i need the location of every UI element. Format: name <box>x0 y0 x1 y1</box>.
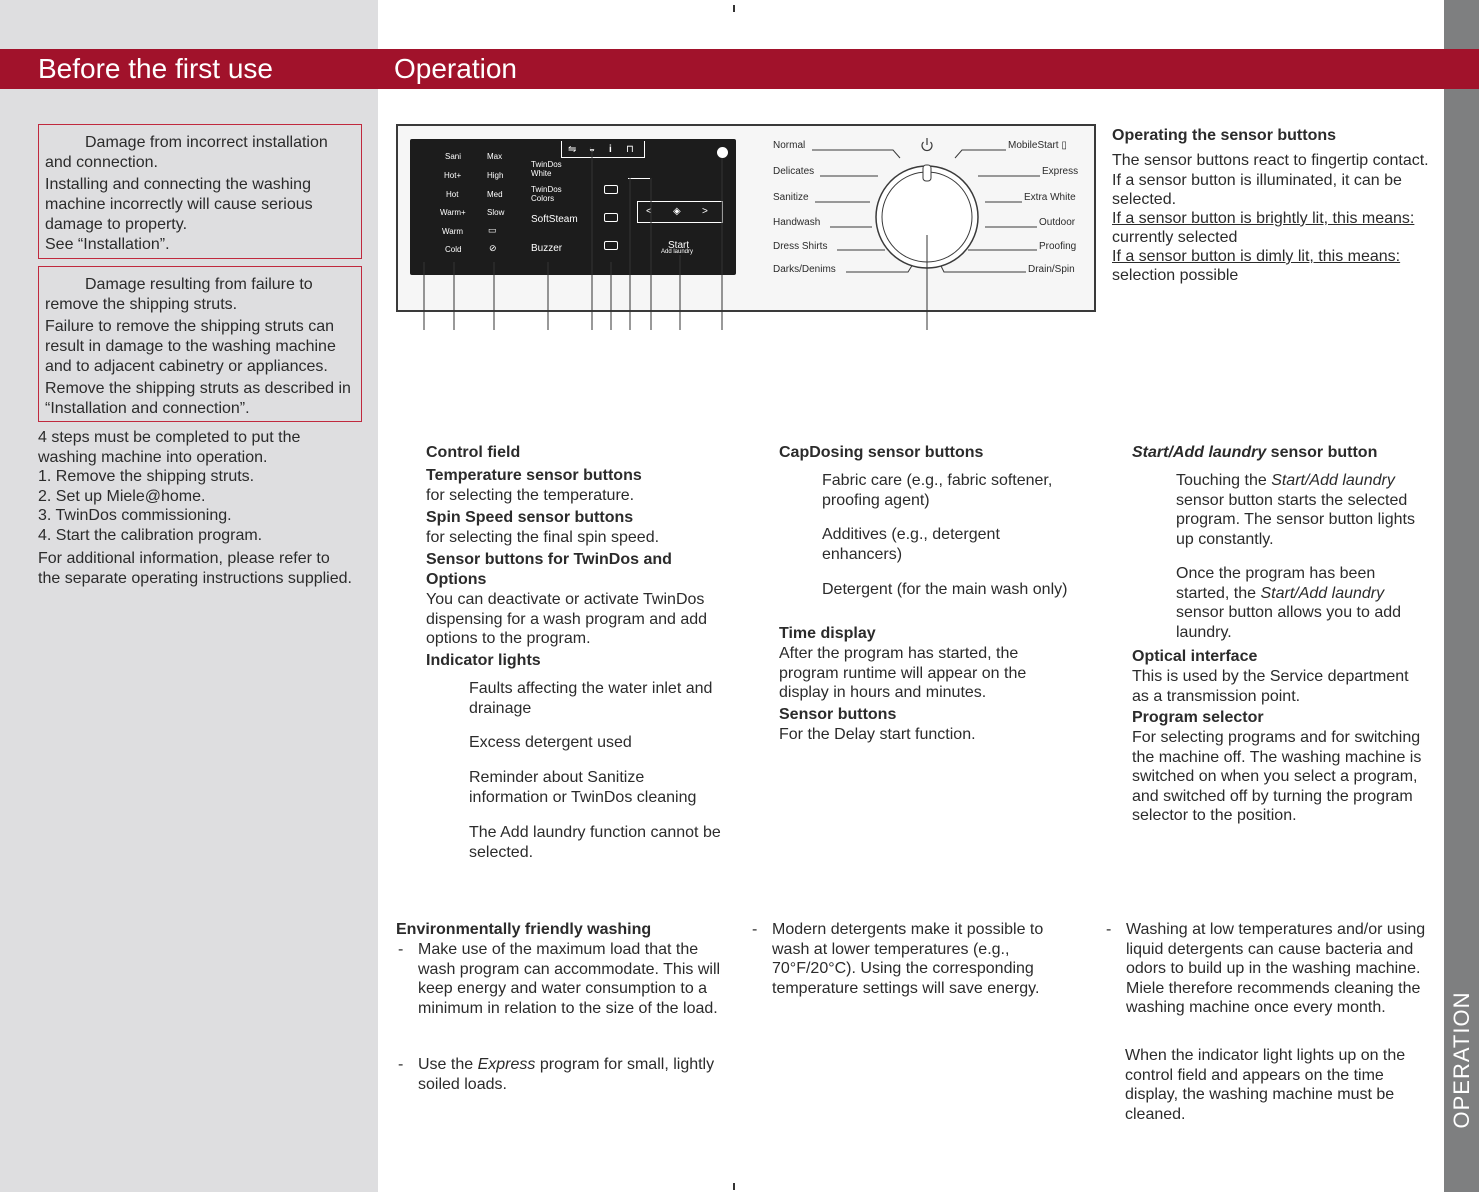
program-outdoor[interactable]: Outdoor <box>1039 217 1076 228</box>
indicator-lights-heading: Indicator lights <box>426 652 541 669</box>
buzzer-button[interactable]: Buzzer <box>531 243 563 254</box>
step-item: 2. Set up Miele@home. <box>38 487 206 505</box>
spin-high[interactable]: High <box>487 171 504 180</box>
dial-pointer <box>923 165 931 181</box>
start-button-heading: Start/Add laundry sensor button <box>1132 444 1378 461</box>
warning-see: See “Installation”. <box>45 236 170 253</box>
temp-warm-plus[interactable]: Warm+ <box>440 208 466 217</box>
control-field-heading: Control field <box>426 444 521 461</box>
env-bullet: - Use the Express program for small, lightly soiled loads. <box>398 1056 715 1093</box>
add-laundry-desc: Once the program has been started, the Start/Add laundry sensor button allows you to add laundry. <box>1176 565 1402 641</box>
env-bullet: - Modern detergents make it possible to wash at lower temperatures (e.g., 70°F/20°C). Using the corresponding temperature settings will save energy. <box>752 921 1044 997</box>
program-dress-shirts[interactable]: Dress Shirts <box>773 241 828 252</box>
options-body: You can deactivate or activate TwinDos dispensing for a wash program and add options to the program. <box>426 591 708 647</box>
optical-interface-heading: Optical interface <box>1132 648 1258 665</box>
phone-icon: ▯ <box>1061 140 1067 151</box>
twindos-white-button[interactable]: TwinDos White <box>531 160 562 178</box>
warning-body: Remove the shipping struts as described in “Installation and connection”. <box>45 380 351 417</box>
sensor-dim-label: If a sensor button is dimly lit, this means: <box>1112 248 1401 265</box>
program-express[interactable]: Express <box>1042 166 1079 177</box>
sensor-bright-value: currently selected <box>1112 229 1238 246</box>
time-display-body: After the program has started, the program runtime will appear on the display in hours and minutes. <box>779 645 1027 701</box>
warning-heading: Damage resulting from failure to remove the shipping struts. <box>45 276 313 313</box>
side-tab[interactable] <box>1444 960 1479 1160</box>
temp-sani[interactable]: Sani <box>445 152 462 161</box>
temp-hot-plus[interactable]: Hot+ <box>444 171 462 180</box>
delay-next-button[interactable]: > <box>702 206 708 217</box>
rinse-hold-icon[interactable]: ▭ <box>488 225 497 235</box>
temp-cold[interactable]: Cold <box>445 245 462 254</box>
capdosing-heading: CapDosing sensor buttons <box>779 444 984 461</box>
left-footer: For additional information, please refer to the separate operating instructions supplied. <box>38 550 352 587</box>
power-off-icon <box>922 138 932 151</box>
program-sanitize[interactable]: Sanitize <box>773 192 809 203</box>
indicator-water-fault: Faults affecting the water inlet and drainage <box>469 680 713 717</box>
env-bullet: - Make use of the maximum load that the wash program can accommodate. This will keep energy and water consumption to a minimum in relation to the size of the load. <box>398 941 721 1017</box>
program-normal[interactable]: Normal <box>773 140 806 151</box>
delay-clock-icon[interactable]: ◈ <box>673 206 681 217</box>
indicator-excess-detergent: Excess detergent used <box>469 734 632 751</box>
water-inlet-fault-icon: ⇋ <box>568 144 577 155</box>
lock-icon: ⊓ <box>626 144 634 155</box>
warning-heading: Damage from incorrect installation and connection. <box>45 134 328 171</box>
program-handwash[interactable]: Handwash <box>773 217 821 228</box>
program-selector-heading: Program selector <box>1132 709 1264 726</box>
warning-body: Installing and connecting the washing machine incorrectly will cause serious damage to property. <box>45 176 313 233</box>
indicator-add-laundry: The Add laundry function cannot be selected. <box>469 824 721 861</box>
steps-list <box>38 467 358 545</box>
indicator-sanitize-reminder: Reminder about Sanitize information or TwinDos cleaning <box>469 769 697 806</box>
warning-body: Failure to remove the shipping struts can result in damage to the washing machine and to adjacent cabinetry or appliances. <box>45 318 336 375</box>
page-title: Operation <box>394 53 517 84</box>
sensor-info-title: Operating the sensor buttons <box>1112 127 1337 144</box>
sensor-info-body: The sensor buttons react to fingertip contact. If a sensor button is illuminated, it can be selected. <box>1112 152 1429 208</box>
capdosing-detergent: Detergent (for the main wash only) <box>822 581 1068 598</box>
program-selector-body: For selecting programs and for switching the machine off. The washing machine is switched on when you select a program, and switched off by turning the program selector to the position. <box>1132 729 1422 824</box>
sensor-buttons-heading: Sensor buttons <box>779 706 897 723</box>
options-heading: Sensor buttons for TwinDos and Options <box>426 551 672 588</box>
program-mobilestart[interactable]: MobileStart ▯ <box>1008 140 1067 151</box>
side-tab-label: OPERATION <box>1448 991 1474 1129</box>
temp-hot[interactable]: Hot <box>446 190 459 199</box>
sensor-dim-value: selection possible <box>1112 267 1239 284</box>
program-extra-white[interactable]: Extra White <box>1024 192 1076 203</box>
program-proofing[interactable]: Proofing <box>1039 241 1077 252</box>
program-darks-denims[interactable]: Darks/Denims <box>773 264 836 275</box>
spin-slow[interactable]: Slow <box>487 208 505 217</box>
env-heading: Environmentally friendly washing <box>396 921 652 938</box>
spin-buttons-body: for selecting the final spin speed. <box>426 529 660 546</box>
spin-max[interactable]: Max <box>487 152 503 161</box>
temp-warm[interactable]: Warm <box>442 227 464 236</box>
step-item: 3. TwinDos commissioning. <box>38 507 232 524</box>
time-display-heading: Time display <box>779 625 876 642</box>
optical-interface-body: This is used by the Service department as a transmission point. <box>1132 668 1409 705</box>
program-drain-spin[interactable]: Drain/Spin <box>1028 264 1075 275</box>
spin-buttons-heading: Spin Speed sensor buttons <box>426 509 634 526</box>
env-bullet: - Washing at low temperatures and/or using liquid detergents can cause bacteria and odors to build up in the washing machine. Miele therefore recommends cleaning the washing machine once every month. <box>1106 921 1426 1016</box>
sensor-buttons-body: For the Delay start function. <box>779 726 976 743</box>
excess-detergent-icon: ◒ <box>589 144 596 155</box>
add-laundry-label[interactable]: Add laundry <box>661 249 694 255</box>
env-cleaning-note: When the indicator light lights up on the control field and appears on the time display, the washing machine must be cleaned. <box>1125 1047 1406 1123</box>
start-button-desc: Touching the Start/Add laundry sensor button starts the selected program. The sensor button lights up constantly. <box>1176 472 1415 548</box>
temp-buttons-heading: Temperature sensor buttons <box>426 467 642 484</box>
sensor-bright-label: If a sensor button is brightly lit, this means: <box>1112 210 1415 227</box>
program-delicates[interactable]: Delicates <box>773 166 815 177</box>
twindos-colors-button[interactable]: TwinDos Colors <box>531 185 562 203</box>
left-intro: 4 steps must be completed to put the washing machine into operation. <box>38 429 301 466</box>
no-spin-icon[interactable]: ⊘ <box>489 243 497 253</box>
spin-med[interactable]: Med <box>487 190 503 199</box>
start-button-label[interactable]: Start <box>668 240 690 251</box>
info-icon: i <box>609 144 612 155</box>
left-section-title: Before the first use <box>38 53 274 84</box>
capdosing-additives: Additives (e.g., detergent enhancers) <box>822 526 1000 563</box>
step-item: 1. Remove the shipping struts. <box>38 468 255 485</box>
temp-buttons-body: for selecting the temperature. <box>426 487 635 504</box>
delay-prev-button[interactable]: < <box>646 206 652 217</box>
capdosing-fabric-care: Fabric care (e.g., fabric softener, proofing agent) <box>822 472 1053 509</box>
softsteam-button[interactable]: SoftSteam <box>531 214 578 225</box>
crop-mark-bottom <box>733 1183 735 1190</box>
step-item: 4. Start the calibration program. <box>38 526 263 544</box>
